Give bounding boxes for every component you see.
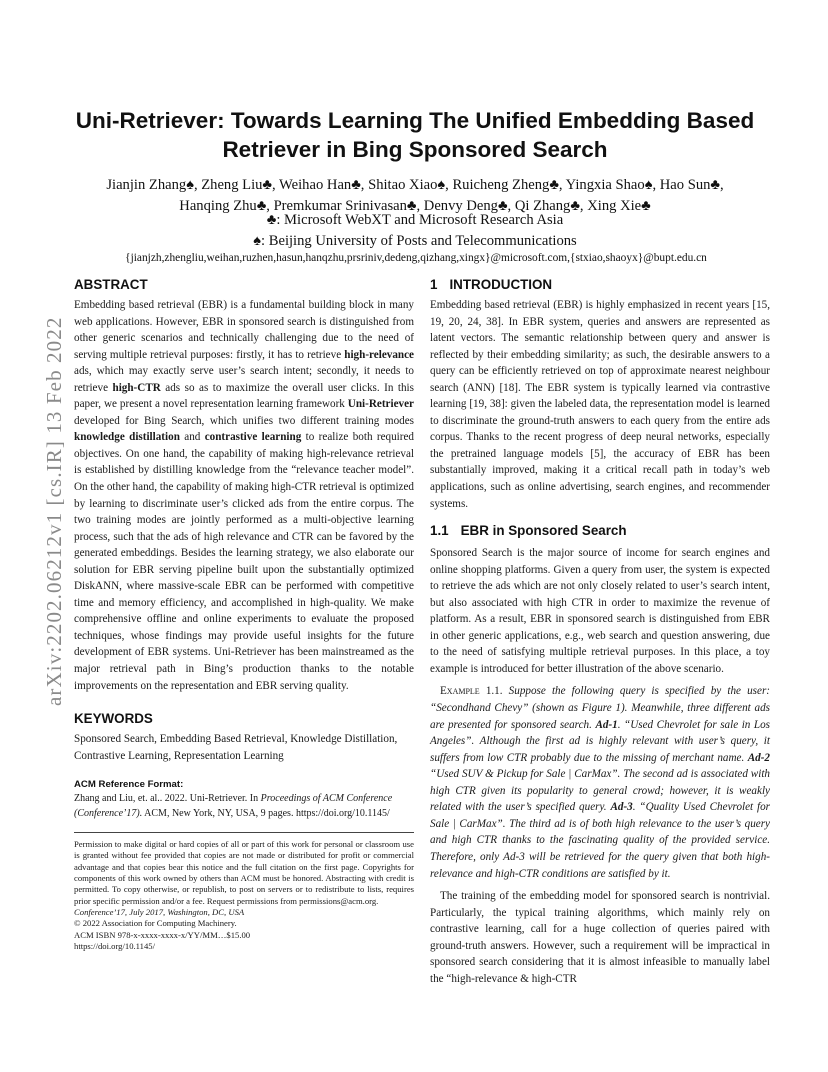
keywords-text: Sponsored Search, Embedding Based Retrieval, Knowledge Distillation, Contrastive Learning, Representation Learning — [74, 733, 398, 762]
permission-notice — [74, 839, 414, 952]
isbn-line: ACM ISBN 978-x-xxxx-xxxx-x/YY/MM…$15.00 — [74, 929, 251, 940]
subsection-text: Sponsored Search is the major source of income for search engines and online shopping platforms. Given a query from user, the system is expected to retrieve the ads which are not only closely related to user’s search intent, but also associated with high CTR in order to maximize the revenue of platform. As a result, EBR in sponsored search is distinguished from EBR in other generic applications, e.g., web search and question answering, due to the need of satisfying multiple retrieval purposes. In this place, a toy example is introduced for better illustration of the above scenario. — [430, 547, 770, 675]
footnote-rule — [74, 832, 414, 833]
subsection-number: 1.1 — [430, 523, 449, 539]
subsection-heading — [430, 522, 770, 540]
author-list: Jianjin Zhang♠, Zheng Liu♣, Weihao Han♣, Shitao Xiao♠, Ruicheng Zheng♣, Yingxia Shao♠, Hao Sun♣, Hanqing Zhu♣, Premkumar Srinivasan♣, Denvy Deng♣, Qi Zhang♣, Xing Xie♣ — [106, 177, 724, 214]
abstract-heading: ABSTRACT — [74, 277, 148, 292]
keywords-heading: KEYWORDS — [74, 711, 153, 727]
example-label: Example 1.1. — [440, 685, 503, 698]
author-emails: {jianjzh,zhengliu,weihan,ruzhen,hasun,hanqzhu,prsriniv,dedeng,qizhang,xingx}@microsoft.com,{stxiao,shaoyx}@bupt.edu.cn — [125, 252, 707, 264]
abstract-text: Embedding based retrieval (EBR) is a fundamental building block in many web applications. However, EBR in sponsored search is distinguished from other generic scenarios and technically challenging due to the need of serving multiple retrieval purposes: firstly, it has to retrieve high-relevance ads, which may exactly serve user’s search intent; secondly, it needs to retrieve high-CTR ads so as to maximize the overall user clicks. In this paper, we present a novel representation learning framework Uni-Retriever developed for Bing Search, which unifies two different training modes knowledge distillation and contrastive learning to realize both required objectives. On one hand, the capability of making high-relevance retrieval is established by distilling knowledge from the “relevance teacher model”. On the other hand, the capability of making high-CTR retrieval is optimized by learning to discriminate user’s clicked ads from the entire corpus. The two training modes are jointly performed as a multi-objective learning process, such that the ads of high relevance and CTR can be favored by the generated embeddings. Besides the learning strategy, we also elaborate our solution for EBR serving pipeline built upon the substantially optimized DiskANN, where massive-scale EBR can be performed with competitive time and memory efficiency, and accomplished in high-quality. We make comprehensive offline and online experiments to evaluate the proposed techniques, whose findings may provide useful insights for the future development of EBR systems. Uni-Retriever has been mainstreamed as the major retrieval path in Bing’s production thanks to the notable improvements on the representation and EBR serving quality. — [74, 299, 414, 692]
example-paragraph: Example 1.1. Suppose the following query is specified by the user: “Secondhand Chevy” (shown as Figure 1). Meanwhile, three different ads are presented for sponsored search. Ad-1. “Used Chevrolet for sale in Los Angeles”. Although the first ad is highly relevant with user’s query, it suffers from low CTR probably due to the missing of merchant name. Ad-2 “Used SUV & Pickup for Sale | CarMax”. The second ad is associated with high CTR given its popularity to general crowd; however, it is weakly related with the user’s specified query. Ad-3. “Quality Used Chevrolet for Sale | CarMax”. The third ad is of both high relevance to the user’s query and high CTR thanks to the fascinating quality of the provided service. Therefore, only Ad-3 will be retrieved for the query given that both high-relevance and high-CTR conditions are satisfied by it. — [430, 685, 771, 880]
left-column — [74, 276, 414, 821]
right-column — [430, 276, 770, 987]
introduction-heading — [430, 276, 770, 294]
introduction-text: Embedding based retrieval (EBR) is highly emphasized in recent years [15, 19, 20, 24, 38]. In EBR system, queries and answers are represented as latent vectors. The semantic relationship between query and answer is reflected by their embedding similarity; as such, the desirable answers to a query can be efficiently retrieved on top of approximate nearest neighbour search (ANN) [18]. The EBR system is typically learned via contrastive learning [19, 38]: given the labeled data, the representation model is learned to discriminate the ground-truth answers to each query from the entire ads corpus. Thanks to the recent progress of deep neural networks, especially the pretrained language models [5], the accuracy of EBR has been substantially improved, making it a critical recall path in today’s web applications, such as online advertising, search engines, and recommender systems. — [430, 299, 770, 510]
paper-title: Uni-Retriever: Towards Learning The Unified Embedding Based Retriever in Bing Sponsored Search — [75, 108, 755, 162]
affiliation-bupt: ♠: Beijing University of Posts and Telecommunications — [253, 233, 577, 249]
subsection-title: EBR in Sponsored Search — [460, 523, 627, 539]
affiliation-microsoft: ♣: Microsoft WebXT and Microsoft Research Asia — [266, 212, 564, 228]
permission-text: Permission to make digital or hard copies of all or part of this work for personal or classroom use is granted without fee provided that copies are not made or distributed for profit or commercial advantage and that copies bear this notice and the full citation on the first page. Copyrights for components of this work owned by others than ACM must be honored. Abstracting with credit is permitted. To copy otherwise, or republish, to post on servers or to redistribute to lists, requires prior specific permission and/or a fee. Request permissions from permissions@acm.org. — [74, 839, 414, 906]
acm-reference-label: ACM Reference Format: — [74, 779, 184, 791]
conference-info: Conference’17, July 2017, Washington, DC, USA — [74, 907, 245, 918]
arxiv-identifier-stamp: arXiv:2202.06212v1 [cs.IR] 13 Feb 2022 — [42, 316, 66, 706]
section-title: INTRODUCTION — [449, 277, 553, 292]
section-number: 1 — [430, 277, 438, 292]
training-paragraph: The training of the embedding model for sponsored search is nontrivial. Particularly, the typical training algorithms, which mainly rely on contrastive learning, call for a huge collection of queries paired with ground-truth answers. However, such a requirement will be impractical in sponsored search considering that it is almost infeasible to manually label the “high-relevance & high-CTR — [430, 890, 770, 985]
acm-reference-text: Zhang and Liu, et. al.. 2022. Uni-Retriever. In Proceedings of ACM Conference (Conference’17). ACM, New York, NY, USA, 9 pages. https://doi.org/10.1145/ — [74, 793, 393, 819]
copyright-line: © 2022 Association for Computing Machinery. — [74, 918, 237, 929]
doi-link[interactable]: https://doi.org/10.1145/ — [74, 941, 155, 952]
